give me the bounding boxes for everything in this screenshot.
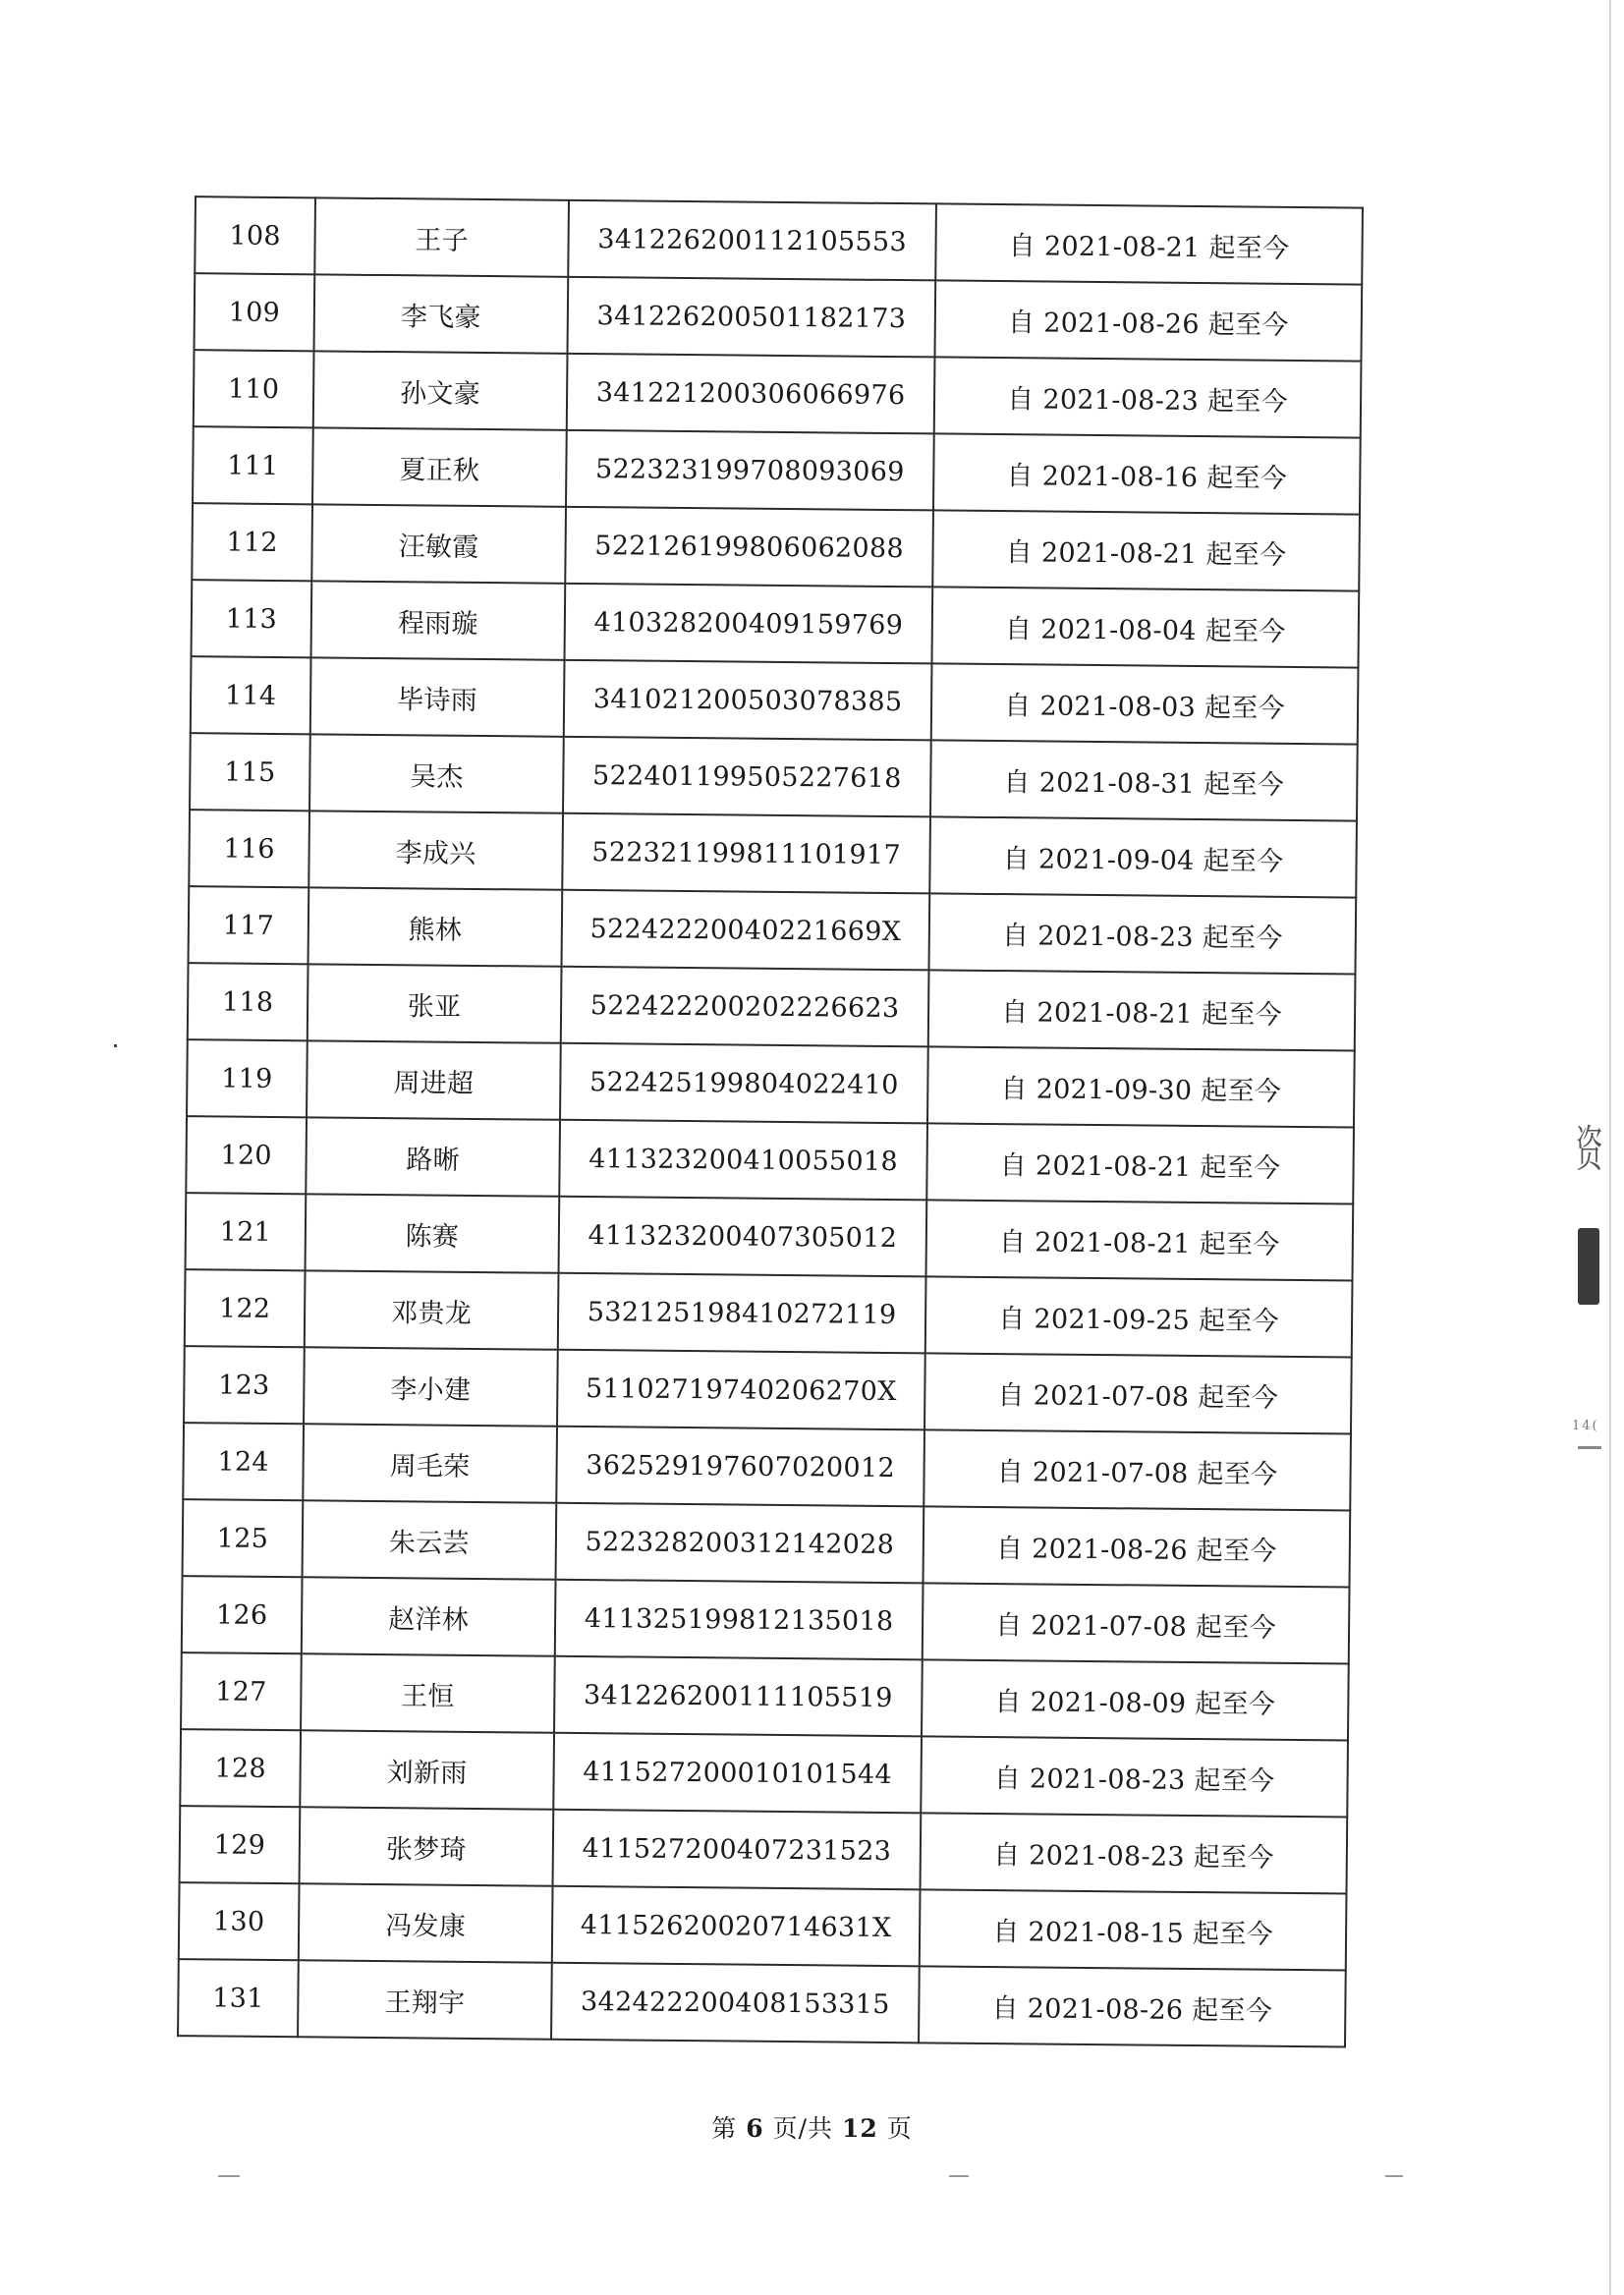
scan-speck: [114, 1044, 117, 1047]
table-row: [183, 1423, 1351, 1510]
table-row: [179, 1882, 1347, 1970]
row-number: 110: [194, 350, 314, 427]
table-row: [195, 273, 1363, 361]
footer-prefix: 第: [711, 2114, 738, 2143]
period-text: 自 2021-08-23 起至今: [921, 1736, 1348, 1817]
person-name: 程雨璇: [311, 581, 566, 659]
row-number: 131: [178, 1959, 299, 2037]
page-footer: [0, 2109, 1624, 2145]
person-name: 熊林: [308, 887, 563, 966]
person-name: 夏正秋: [312, 427, 567, 506]
id-number: 362529197607020012: [556, 1427, 924, 1507]
id-number: 341221200306066976: [567, 354, 935, 434]
person-name: 路晰: [306, 1117, 560, 1196]
table-row: [182, 1576, 1350, 1663]
person-name: 张亚: [308, 964, 562, 1042]
table-row: [189, 810, 1357, 897]
id-number: 341226200112105553: [568, 200, 936, 281]
id-number: 341226200501182173: [568, 277, 936, 358]
table-row: [191, 656, 1359, 744]
period-text: 自 2021-08-26 起至今: [934, 280, 1362, 361]
period-text: 自 2021-08-21 起至今: [935, 203, 1363, 284]
person-name: 刘新雨: [300, 1730, 554, 1809]
row-number: 112: [192, 503, 312, 581]
table-row: [189, 886, 1357, 974]
row-number: 127: [181, 1652, 302, 1730]
table-row: [180, 1729, 1348, 1817]
id-number: 522126199806062088: [565, 507, 933, 588]
person-name: 吴杰: [309, 734, 564, 812]
period-text: 自 2021-09-25 起至今: [925, 1276, 1353, 1357]
person-name: 王翔宇: [298, 1960, 552, 2039]
period-text: 自 2021-08-15 起至今: [920, 1889, 1347, 1970]
margin-stamp-glyph: 资: [1576, 1121, 1603, 1178]
margin-stamp-blot: [1578, 1228, 1599, 1305]
period-text: 自 2021-08-16 起至今: [933, 433, 1361, 514]
person-name: 王子: [314, 197, 569, 276]
table-row: [188, 963, 1356, 1050]
period-text: 自 2021-08-03 起至今: [931, 663, 1359, 744]
records-table-container: [177, 196, 1387, 2048]
person-name: 汪敏霞: [311, 504, 566, 583]
row-number: 115: [190, 733, 310, 811]
id-number: 410328200409159769: [565, 584, 933, 664]
scan-edge: [1609, 0, 1611, 2295]
id-number: 411325199812135018: [555, 1580, 924, 1660]
period-text: 自 2021-08-31 起至今: [930, 740, 1358, 820]
row-number: 130: [179, 1882, 300, 1960]
id-number: 532125198410272119: [558, 1273, 926, 1354]
table-row: [184, 1346, 1352, 1433]
footer-suffix: 页: [886, 2114, 913, 2143]
id-number: 411527200407231523: [553, 1810, 922, 1890]
person-name: 李飞豪: [314, 274, 569, 353]
id-number: 342422200408153315: [551, 1963, 920, 2043]
id-number: 341021200503078385: [564, 660, 932, 741]
table-row: [187, 1039, 1355, 1127]
row-number: 116: [189, 810, 309, 887]
period-text: 自 2021-07-08 起至今: [924, 1353, 1352, 1433]
table-row: [186, 1193, 1354, 1280]
person-name: 王恒: [301, 1653, 555, 1732]
table-row: [186, 1116, 1354, 1203]
period-text: 自 2021-08-23 起至今: [934, 357, 1362, 437]
table-row: [185, 1269, 1353, 1357]
row-number: 120: [186, 1116, 307, 1194]
id-number: 522323199708093069: [566, 430, 934, 511]
person-name: 孙文豪: [313, 351, 568, 429]
records-table: [177, 196, 1364, 2047]
person-name: 毕诗雨: [310, 657, 565, 736]
period-text: 自 2021-07-08 起至今: [923, 1583, 1350, 1663]
period-text: 自 2021-07-08 起至今: [924, 1429, 1351, 1510]
id-number: 41152620020714631X: [552, 1886, 921, 1967]
person-name: 周进超: [307, 1040, 561, 1119]
person-name: 李成兴: [308, 811, 563, 889]
table-row: [192, 503, 1360, 590]
row-number: 121: [186, 1193, 307, 1270]
id-number: 522422200202226623: [561, 967, 929, 1047]
row-number: 108: [195, 196, 315, 274]
person-name: 周毛荣: [303, 1424, 557, 1502]
id-number: 341226200111105519: [554, 1656, 923, 1737]
row-number: 126: [182, 1576, 303, 1653]
person-name: 邓贵龙: [305, 1270, 559, 1349]
table-row: [180, 1806, 1348, 1893]
id-number: 522328200312142028: [556, 1503, 924, 1584]
person-name: 冯发康: [299, 1883, 553, 1962]
margin-line: [1578, 1446, 1601, 1449]
row-number: 128: [180, 1729, 301, 1807]
person-name: 陈赛: [306, 1194, 560, 1272]
table-row: [192, 580, 1360, 667]
row-number: 129: [180, 1806, 301, 1883]
person-name: 李小建: [304, 1347, 558, 1426]
row-number: 122: [185, 1269, 306, 1347]
period-text: 自 2021-08-26 起至今: [924, 1506, 1351, 1587]
period-text: 自 2021-08-23 起至今: [928, 893, 1356, 974]
row-number: 119: [187, 1039, 308, 1117]
id-number: 522425199804022410: [560, 1043, 928, 1124]
row-number: 117: [189, 886, 309, 964]
person-name: 朱云芸: [303, 1500, 557, 1579]
footer-total-pages: 12: [841, 2114, 878, 2143]
id-number: 522321199811101917: [562, 813, 930, 894]
person-name: 张梦琦: [300, 1807, 554, 1885]
table-row: [183, 1499, 1351, 1587]
scan-dash-left: [218, 2175, 240, 2177]
scan-dash-right: [1385, 2175, 1403, 2177]
row-number: 118: [188, 963, 308, 1040]
id-number: 411527200010101544: [553, 1733, 922, 1814]
period-text: 自 2021-08-23 起至今: [921, 1813, 1348, 1893]
margin-stamp-fragment: [1574, 1120, 1603, 1326]
period-text: 自 2021-08-21 起至今: [926, 1123, 1354, 1203]
period-text: 自 2021-09-04 起至今: [929, 816, 1357, 897]
period-text: 自 2021-08-09 起至今: [922, 1659, 1349, 1740]
footer-page-number: 6: [746, 2114, 764, 2143]
row-number: 124: [183, 1423, 304, 1500]
id-number: 411323200407305012: [559, 1197, 927, 1277]
footer-middle: 页/共: [772, 2114, 834, 2143]
period-text: 自 2021-08-21 起至今: [926, 1200, 1354, 1280]
period-text: 自 2021-09-30 起至今: [927, 1046, 1355, 1127]
table-row: [193, 426, 1361, 514]
table-row: [195, 196, 1363, 284]
id-number: 411323200410055018: [559, 1120, 927, 1201]
records-table-body: [178, 196, 1363, 2046]
period-text: 自 2021-08-26 起至今: [919, 1966, 1346, 2046]
id-number: 522401199505227618: [563, 737, 931, 817]
period-text: 自 2021-08-04 起至今: [931, 587, 1359, 667]
table-row: [190, 733, 1358, 820]
margin-note: 14(: [1572, 1419, 1599, 1433]
period-text: 自 2021-08-21 起至今: [928, 970, 1356, 1050]
row-number: 125: [183, 1499, 304, 1577]
row-number: 111: [193, 426, 313, 504]
person-name: 赵洋林: [302, 1577, 556, 1655]
row-number: 113: [192, 580, 312, 657]
period-text: 自 2021-08-21 起至今: [932, 510, 1360, 590]
row-number: 114: [191, 656, 311, 734]
row-number: 123: [184, 1346, 305, 1424]
scan-dash-center: [949, 2175, 969, 2177]
id-number: 51102719740206270X: [557, 1350, 925, 1430]
id-number: 52242220040221669X: [562, 890, 930, 971]
row-number: 109: [195, 273, 315, 351]
table-row: [194, 350, 1362, 437]
table-row: [181, 1652, 1349, 1740]
table-row: [178, 1959, 1346, 2046]
